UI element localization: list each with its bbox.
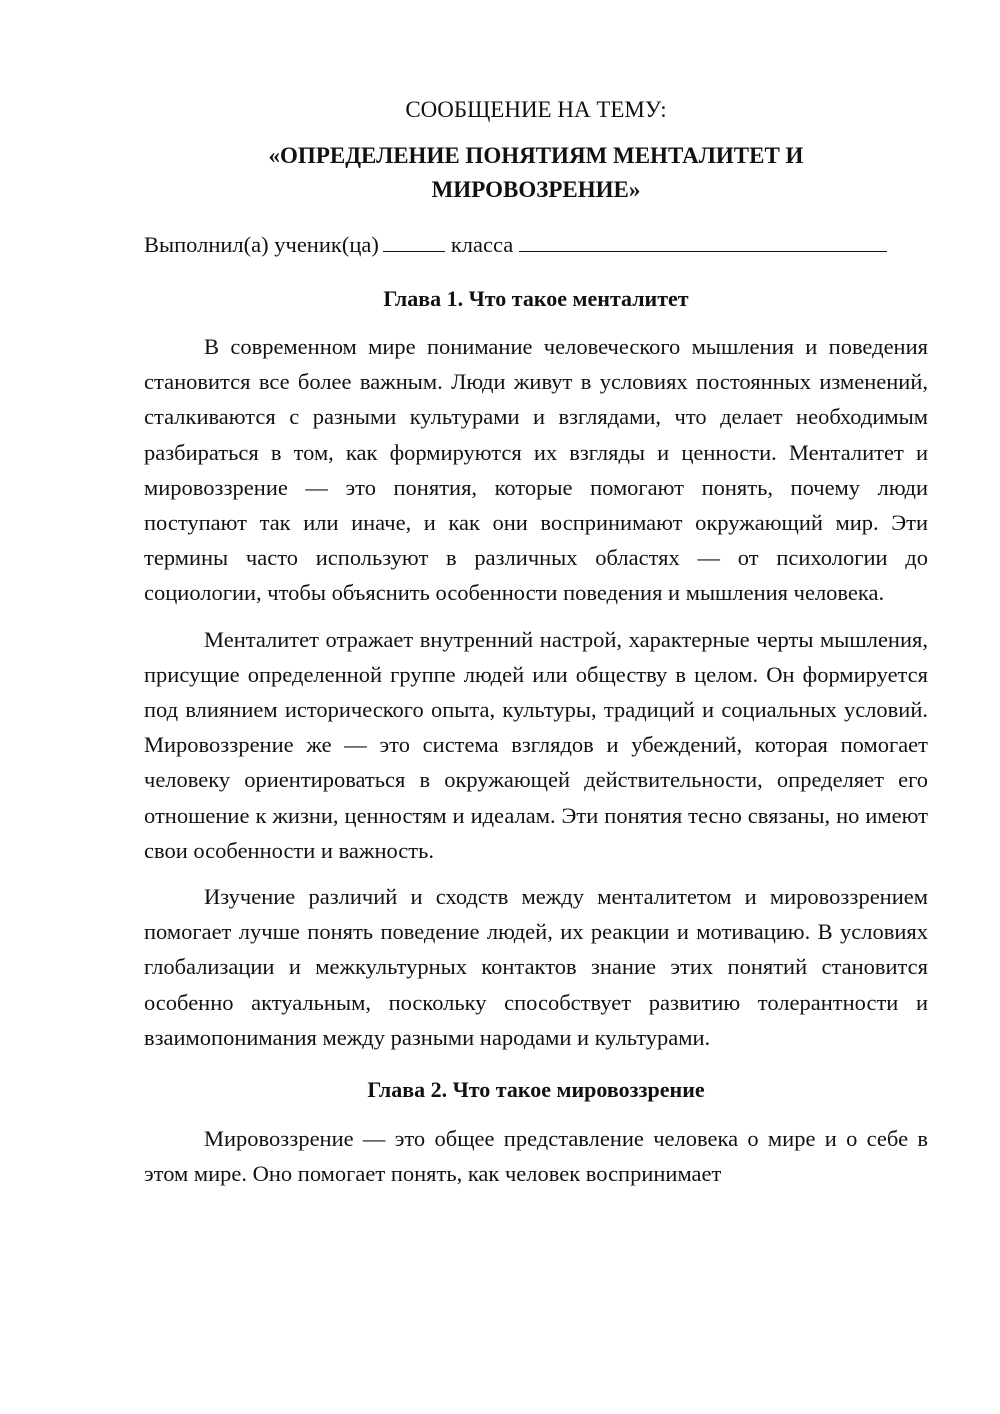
class-number-blank[interactable] xyxy=(383,231,445,252)
document-title: «ОПРЕДЕЛЕНИЕ ПОНЯТИЯМ МЕНТАЛИТЕТ И МИРОВОЗРЕНИЕ» xyxy=(268,143,804,202)
signed-prefix: Выполнил(а) ученик(ца) xyxy=(144,232,379,257)
chapter-1-title: Глава 1. Что такое менталитет xyxy=(383,286,689,311)
class-name-blank[interactable] xyxy=(519,231,887,252)
chapter-1-paragraph: В современном мире понимание человеческого мышления и поведения становится все более важным. Люди живут в условиях постоянных изменений, сталкиваются с разными культурами и взглядами, что делает необходимым разбираться в том, как формируются их взгляды и ценности. Менталитет и мировоззрение — это понятия, которые помогают понять, почему люди поступают так или иначе, и как они воспринимают окружающий мир. Эти термины часто используют в различных областях — от психологии до социологии, чтобы объяснить особенности поведения и мышления человека. xyxy=(144,334,928,606)
document-body xyxy=(144,92,928,1202)
signed-class-label: класса xyxy=(450,232,514,257)
chapter-2-paragraph: Мировоззрение — это общее представление человека о мире и о себе в этом мире. Оно помогает понять, как человек воспринимает xyxy=(144,1126,928,1187)
chapter-1-paragraph: Изучение различий и сходств между менталитетом и мировоззрением помогает лучше понять поведение людей, их реакции и мотивацию. В условиях глобализации и межкультурных контактов знание этих понятий становится особенно актуальным, поскольку способствует развитию толерантности и взаимопонимания между разными народами и культурами. xyxy=(144,884,928,1050)
header-line: СООБЩЕНИЕ НА ТЕМУ: xyxy=(405,97,667,122)
chapter-1-paragraph: Менталитет отражает внутренний настрой, характерные черты мышления, присущие определенной группе людей или обществу в целом. Он формируется под влиянием исторического опыта, культуры, традиций и социальных условий. Мировоззрение же — это система взглядов и убеждений, которая помогает человеку ориентироваться в окружающей действительности, определяет его отношение к жизни, ценностям и идеалам. Эти понятия тесно связаны, но имеют свои особенности и важность. xyxy=(144,626,928,863)
chapter-2-title: Глава 2. Что такое мировоззрение xyxy=(367,1077,705,1103)
signature-line xyxy=(144,227,928,263)
